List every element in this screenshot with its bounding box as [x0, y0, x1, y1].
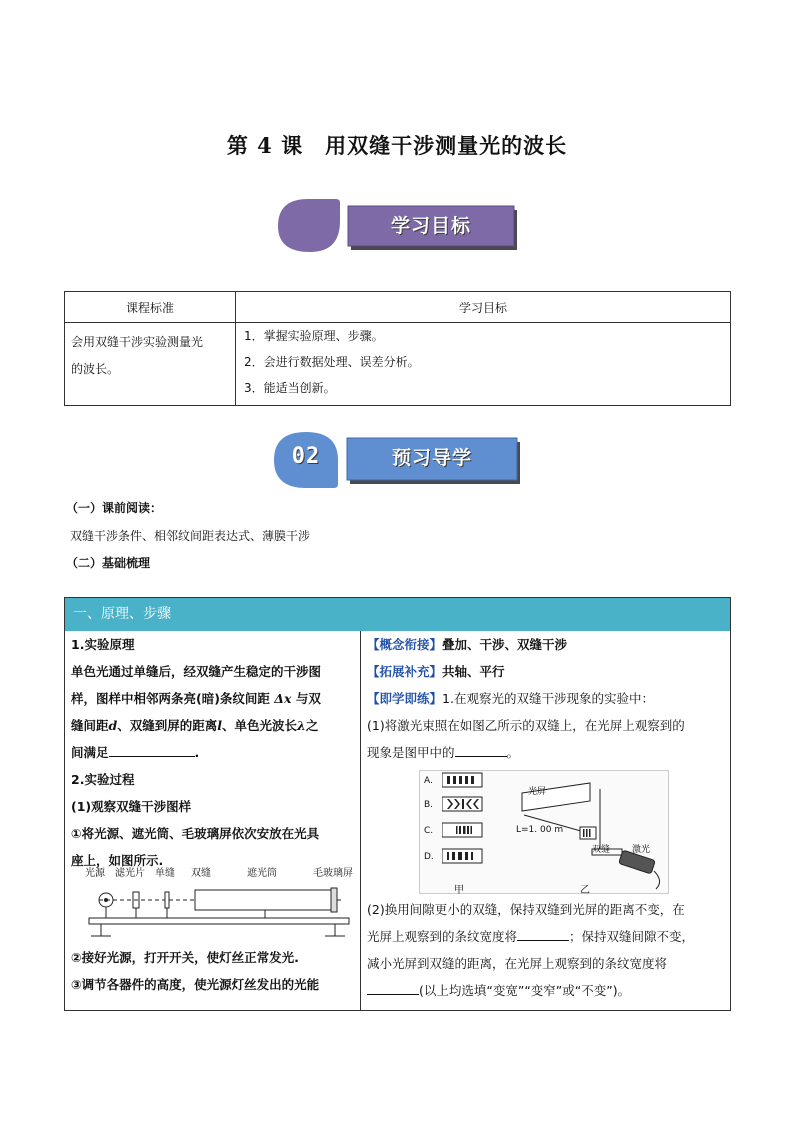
concept-tag: 【概念衔接】 [367, 637, 443, 652]
experiment-figure [367, 770, 724, 896]
question2-blank-1[interactable] [517, 926, 569, 941]
option-a-label: A. [424, 776, 433, 786]
principle-line-3-b: 、双缝到屏的距离 [117, 718, 218, 733]
label-single-slit: 单缝 [155, 868, 175, 879]
l-symbol: l [217, 718, 223, 733]
extend-tag: 【拓展补充】 [367, 664, 443, 679]
principle-steps-box [64, 597, 731, 1011]
left-column [65, 631, 360, 1010]
lambda-symbol: λ [297, 718, 306, 733]
principle-line-1: 单色光通过单缝后，经双缝产生稳定的干涉图 [71, 664, 322, 679]
light-tube-part [195, 890, 335, 910]
goals-table-objectives-cell [236, 323, 731, 406]
label-screen: 毛玻璃屏 [313, 868, 353, 879]
objectives-badge-label: 学习目标 [390, 215, 471, 237]
principle-title: 1.实验原理 [71, 637, 135, 652]
preview-badge-number: 02 [291, 444, 321, 469]
screen-label: 光屏 [528, 787, 547, 797]
step1-line-3: ②接好光源，打开开关，使灯丝正常发光. [71, 950, 299, 965]
delta-x-symbol: Δx [274, 691, 292, 706]
principle-line-2-b: 与双 [295, 691, 321, 706]
apparatus-drawing [79, 882, 355, 942]
question1-blank[interactable] [455, 742, 507, 757]
process-title: 2.实验过程 [71, 772, 135, 787]
option-b-label: B. [424, 800, 434, 810]
figure-frame [419, 770, 669, 894]
goals-table-standard-cell [65, 323, 236, 406]
question1-line-2-end: 。 [506, 745, 520, 760]
apparatus-diagram [71, 868, 354, 944]
laser-label: 激光 [632, 845, 651, 855]
option-d-label: D. [424, 852, 434, 862]
principle-line-2-a: 样，图样中相邻两条亮(暗)条纹间距 [71, 691, 270, 706]
concept-text: 叠加、干涉、双缝干涉 [442, 637, 568, 652]
goals-table-row [65, 323, 731, 406]
reading-title: （一）课前阅读： [66, 501, 163, 515]
step1-line-4: ③调节各器件的高度，使光源灯丝发出的光能 [71, 977, 320, 992]
goal-item-3: 3．能适当创新。 [244, 381, 336, 395]
single-slit-part [165, 892, 169, 908]
slit-label: 双缝 [592, 845, 611, 855]
question1-line-2-text: 现象是图甲中的 [367, 745, 455, 760]
d-symbol: d [108, 718, 118, 733]
principle-line-4-b: . [194, 745, 200, 760]
preview-badge-label: 预习导学 [391, 447, 472, 469]
page-title: 第 4 课 用双缝干涉测量光的波长 [226, 133, 568, 158]
step1-line-2: 座上，如图所示. [71, 853, 164, 868]
step1-line-1: ①将光源、遮光筒、毛玻璃屏依次安放在光具 [71, 826, 320, 841]
goals-table-header-objectives: 学习目标 [236, 292, 731, 323]
goal-item-1: 1．掌握实验原理、步骤。 [244, 329, 384, 343]
optical-bench [89, 918, 349, 924]
goals-standard-line-1: 会用双缝干涉实验测量光 [71, 335, 204, 349]
question2-line-2-a: 光屏上观察到的条纹宽度将 [367, 929, 518, 944]
label-double-slit: 双缝 [191, 868, 211, 879]
principle-line-3 [71, 712, 354, 739]
question2-line-3: 减小光屏到双缝的距离，在光屏上观察到的条纹宽度将 [367, 956, 668, 971]
distance-label: L=1. 00 m [516, 825, 564, 835]
label-light-source: 光源 [85, 868, 105, 879]
label-filter: 滤光片 [115, 868, 145, 879]
question2-line-2-b: ；保持双缝间隙不变， [569, 929, 695, 944]
right-column [360, 631, 730, 1010]
practice-tag: 【即学即练】 [367, 691, 443, 706]
question2-line-1: (2)换用间隙更小的双缝，保持双缝到光屏的距离不变，在 [367, 902, 685, 917]
practice-line [367, 685, 724, 712]
practice-text: 1.在观察光的双缝干涉现象的实验中： [442, 691, 654, 706]
principle-line-3-a: 缝间距 [71, 718, 109, 733]
principle-line-2 [71, 685, 354, 712]
screen-part [331, 888, 337, 912]
figure-yi-label: 乙 [580, 885, 590, 896]
option-c-pattern [442, 823, 482, 837]
principle-line-4 [71, 739, 354, 766]
extend-line [367, 658, 724, 685]
question1-line-2 [367, 739, 724, 766]
goals-table [64, 291, 731, 406]
objectives-badge-circle [278, 199, 340, 252]
question1-line-1: (1)将激光束照在如图乙所示的双缝上，在光屏上观察到的 [367, 718, 685, 733]
question2-line-4-text: (以上均选填“变宽”“变窄”或“不变”)。 [419, 983, 631, 998]
basics-title: （二）基础梳理 [66, 556, 151, 570]
principle-line-3-c: 、单色光波长 [222, 718, 298, 733]
principle-line-3-d: 之 [305, 718, 319, 733]
goal-item-2: 2．会进行数据处理、误差分析。 [244, 355, 420, 369]
step1-title: (1)观察双缝干涉图样 [71, 799, 192, 814]
reading-content: 双缝干涉条件、相邻纹间距表达式、薄膜干涉 [70, 529, 311, 543]
goals-table-header-standard: 课程标准 [65, 292, 236, 323]
goals-standard-line-2: 的波长。 [71, 362, 120, 376]
goals-table-header-row [65, 292, 731, 323]
formula-blank[interactable] [109, 742, 195, 757]
question2-line-4 [367, 977, 724, 1004]
light-source-filament [104, 898, 108, 902]
question2-line-2 [367, 923, 724, 950]
concept-line [367, 631, 724, 658]
question2-blank-2[interactable] [367, 980, 419, 995]
laser-cable [654, 871, 660, 889]
principle-steps-header: 一、原理、步骤 [65, 598, 730, 631]
extend-text: 共轴、平行 [442, 664, 505, 679]
option-c-label: C. [424, 826, 434, 836]
figure-jia-label: 甲 [454, 885, 464, 896]
principle-line-4-a: 间满足 [71, 745, 109, 760]
label-light-tube: 遮光筒 [247, 868, 277, 879]
